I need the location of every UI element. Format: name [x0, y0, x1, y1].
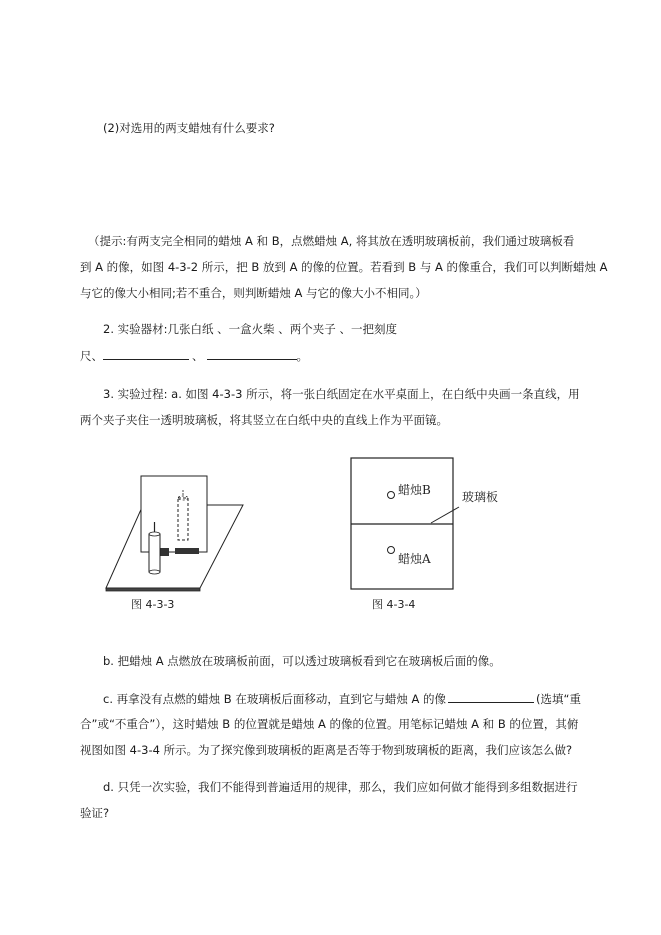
materials-line-1: 2. 实验器材:几张白纸 、一盒火柴 、两个夹子 、一把刻度 [103, 322, 397, 336]
glass-label: 玻璃板 [462, 490, 499, 504]
hint-line-3: 与它的像大小相同;若不重合，则判断蜡烛 A 与它的像大小不相同。） [80, 286, 427, 300]
materials-line-2 [80, 344, 308, 368]
process-line-1: 3. 实验过程: a. 如图 4-3-3 所示，将一张白纸固定在水平桌面上，在白纸中央画一条直线，用 [103, 387, 580, 401]
candle-a-label: 蜡烛A [398, 552, 431, 566]
question-2-text: (2)对选用的两支蜡烛有什么要求? [103, 121, 275, 135]
candle-a-top [149, 532, 160, 536]
candle-a [149, 534, 160, 572]
step-b: b. 把蜡烛 A 点燃放在玻璃板前面，可以透过玻璃板看到它在玻璃板后面的像。 [103, 654, 501, 668]
candle-a-base [149, 570, 160, 574]
figure-4-3-4-caption: 图 4-3-4 [372, 598, 416, 611]
materials-blank-1[interactable] [103, 346, 189, 360]
hint-line-1: （提示:有两支完全相同的蜡烛 A 和 B，点燃蜡烛 A, 将其放在透明玻璃板前，我们通过玻璃板看 [88, 234, 575, 248]
step-d-line-1: d. 只凭一次实验，我们不能得到普遍适用的规律，那么，我们应如何做才能得到多组数据进行 [103, 780, 578, 794]
materials-blank-2[interactable] [207, 346, 297, 360]
step-c-line-1-post: (选填“重 [536, 692, 581, 706]
question-2 [103, 116, 275, 140]
materials-prefix: 尺、 [80, 349, 103, 363]
step-c-line-1 [103, 687, 581, 711]
hint-line-2: 到 A 的像，如图 4-3-2 所示，把 B 放到 A 的像的位置。若看到 B 与 A 的像重合，我们可以判断蜡烛 A [80, 260, 608, 274]
process-line-2: 两个夹子夹住一透明玻璃板，将其竖立在白纸中央的直线上作为平面镜。 [80, 413, 448, 427]
candle-b-mark [388, 492, 395, 499]
candle-b-label: 蜡烛B [398, 483, 431, 497]
candle-a-mark [388, 547, 395, 554]
step-d-line-2: 验证? [80, 806, 110, 820]
table-edge [106, 588, 200, 591]
clip-right [175, 548, 199, 554]
materials-separator: 、 [192, 349, 204, 363]
figure-4-3-3 [100, 470, 250, 595]
step-c-line-3: 视图如图 4-3-4 所示。为了探究像到玻璃板的距离是否等于物到玻璃板的距离，我们应该怎么做? [80, 743, 573, 757]
step-c-blank[interactable] [448, 689, 534, 703]
materials-end: 。 [296, 349, 308, 363]
step-c-line-1-pre: c. 再拿没有点燃的蜡烛 B 在玻璃板后面移动，直到它与蜡烛 A 的像 [103, 692, 447, 706]
step-c-line-2: 合”或“不重合”），这时蜡烛 B 的位置就是蜡烛 A 的像的位置。用笔标记蜡烛 A 和 B 的位置，其俯 [80, 717, 579, 731]
figure-4-3-3-caption: 图 4-3-3 [131, 598, 175, 611]
figure-4-3-4 [345, 452, 520, 594]
